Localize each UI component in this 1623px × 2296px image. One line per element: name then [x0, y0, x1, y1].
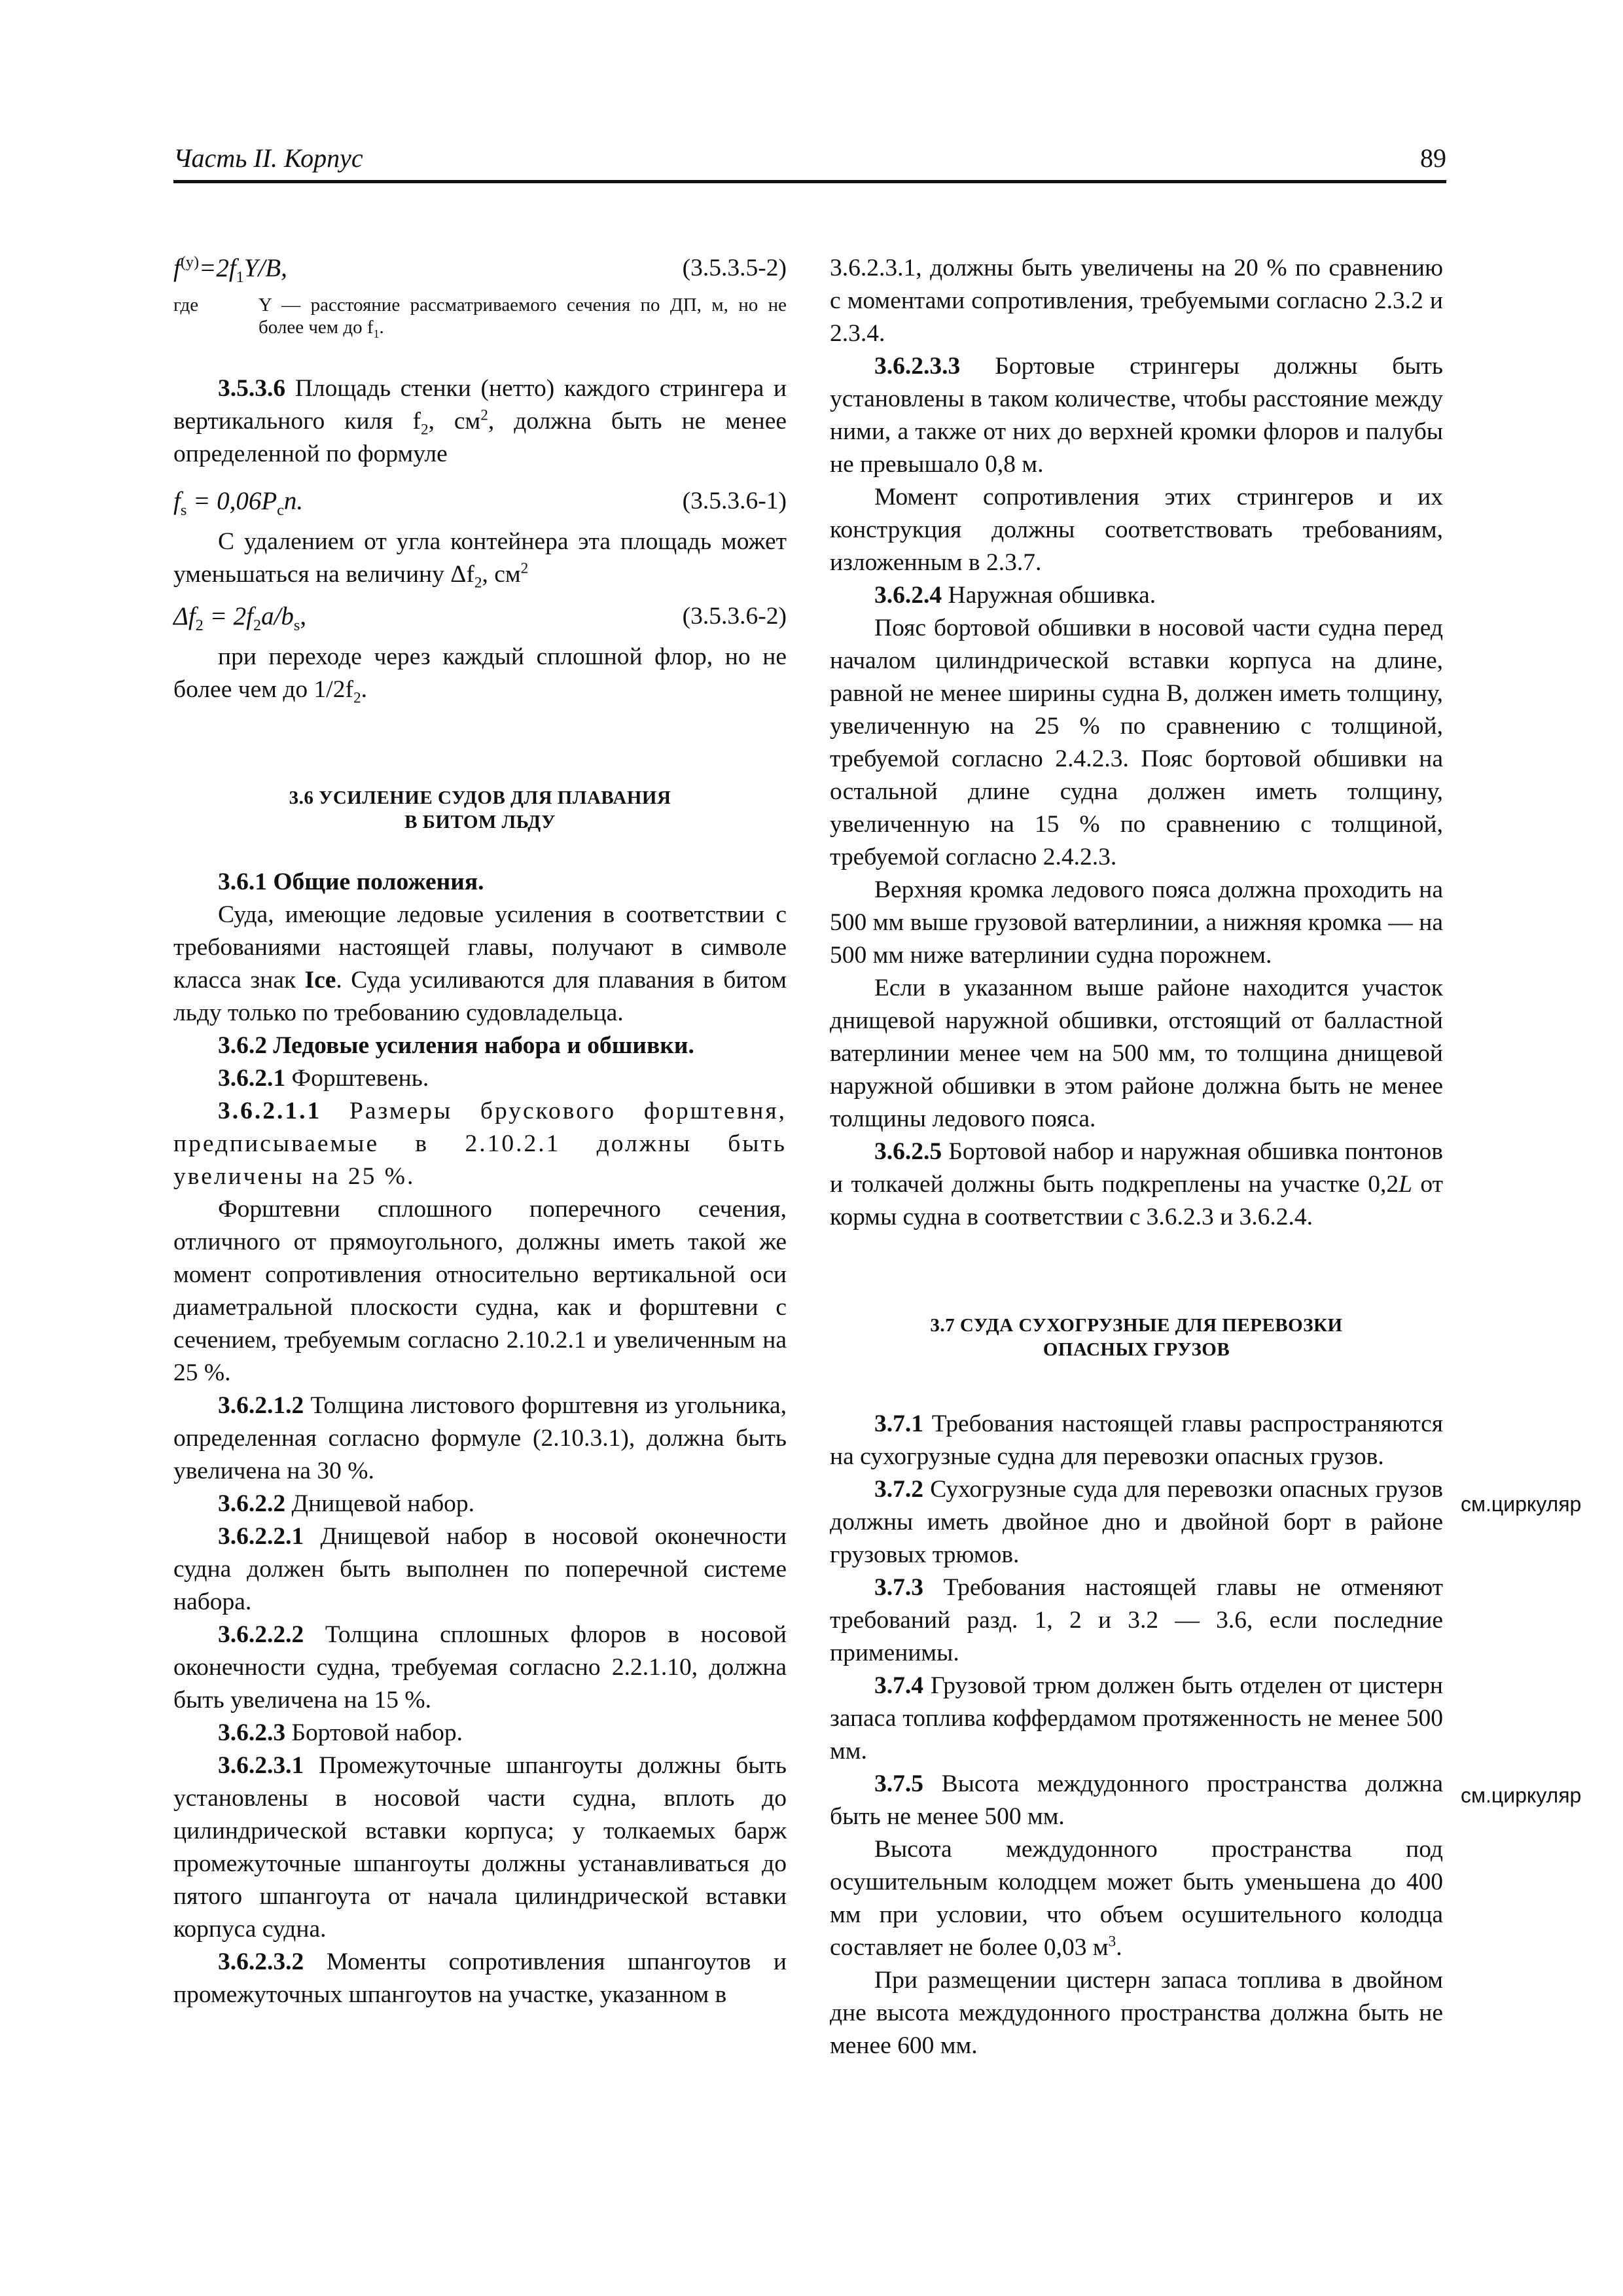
right-column [830, 252, 1443, 2062]
paragraph-bottom: Если в указанном выше районе находится участок днищевой наружной обшивки, отстоящий от балластной ватерлинии менее чем на 500 мм, то толщина днищевой наружной обшивки в этом районе должна быть не менее толщины ледового пояса. [830, 975, 1443, 1132]
margin-note-circular-1[interactable]: см.циркуляр [1461, 1492, 1582, 1516]
formula-number: (3.5.3.6-2) [682, 603, 787, 630]
section-3-6-1: 3.6.1 Общие положения. [218, 869, 484, 895]
heading-3-7: 3.7 СУДА СУХОГРУЗНЫЕ ДЛЯ ПЕРЕВОЗКИ ОПАСНЫХ ГРУЗОВ [930, 1315, 1343, 1360]
paragraph-forshteven: Форштевни сплошного поперечного сечения, отличного от прямоугольного, должны иметь такой же момент сопротивления относительно вертикальной оси диаметральной плоскости судна, как и форштевни с сечением, требуемым согласно 2.10.2.1 и увеличенным на 25 %. [173, 1196, 787, 1386]
left-column [173, 252, 787, 2011]
formula-where: где Y — расстояние рассматриваемого сечения по ДП, м, но не более чем до $f_1$. [173, 295, 787, 340]
formula-3-5-3-6-2 [173, 600, 787, 637]
section-3-6-2: 3.6.2 Ледовые усиления набора и обшивки. [218, 1032, 694, 1059]
section-3-6-2-5: 3.6.2.5 Бортовой набор и наружная обшивка понтонов и толкачей должны быть подкреплены на участке 0,2L от кормы судна в соответствии с 3.6.2.3 и 3.6.2.4. [830, 1138, 1443, 1230]
paragraph-ice-belt: Верхняя кромка ледового пояса должна проходить на 500 мм выше грузовой ватерлинии, а нижняя кромка — на 500 мм ниже ватерлинии судна порожнем. [830, 876, 1443, 969]
paragraph-reduce: С удалением от угла контейнера эта площадь может уменьшаться на величину $\Delta f_2$, $см^2$ [173, 528, 787, 592]
paragraph-continued: 3.6.2.3.1, должны быть увеличены на 20 % по сравнению с моментами сопротивления, требуемыми согласно 2.3.2 и 2.3.4. [830, 255, 1443, 347]
paragraph-after: при переходе через каждый сплошной флор, но не более чем до $1/2f_2$. [173, 643, 787, 707]
section-3-6-2-3-2: 3.6.2.3.2 Моменты сопротивления шпангоутов и промежуточных шпангоутов на участке, указанном в [173, 1948, 787, 2008]
section-3-6-2-3-3: 3.6.2.3.3 Бортовые стрингеры должны быть установлены в таком количестве, чтобы расстояние между ними, а также от них до верхней кромки флоров и палубы не превышало 0,8 м. [830, 353, 1443, 478]
section-3-7-3: 3.7.3 Требования настоящей главы не отменяют требований разд. 1, 2 и 3.2 — 3.6, если последние применимы. [830, 1574, 1443, 1666]
section-3-6-2-3: 3.6.2.3 Бортовой набор. [218, 1719, 463, 1746]
margin-note-circular-2[interactable]: см.циркуляр [1461, 1784, 1582, 1807]
formula-3-5-3-6-1 [173, 485, 787, 522]
page-header [173, 141, 1446, 183]
section-3-6-2-2: 3.6.2.2 Днищевой набор. [218, 1490, 475, 1517]
page-number: 89 [1420, 143, 1446, 173]
section-3-5-3-6: 3.5.3.6 Площадь стенки (нетто) каждого стрингера и вертикального киля $f_2$, $см^2$, должна быть не менее определенной по формуле [173, 375, 787, 467]
section-3-6-2-1: 3.6.2.1 Форштевень. [218, 1065, 429, 1092]
section-3-7-4: 3.7.4 Грузовой трюм должен быть отделен от цистерн запаса топлива коффердамом протяженность не менее 500 мм. [830, 1672, 1443, 1765]
section-3-7-2: 3.7.2 Сухогрузные суда для перевозки опасных грузов должны иметь двойное дно и двойной борт в районе грузовых трюмов. [830, 1476, 1443, 1568]
paragraph-tanks: При размещении цистерн запаса топлива в двойном дне высота междудонного пространства должна быть не менее 600 мм. [830, 1967, 1443, 2059]
formula-number: (3.5.3.6-1) [682, 488, 787, 514]
formula-3-5-3-5-2 [173, 252, 787, 289]
formula-expression: $f_s = 0,06P_cn$. [173, 487, 304, 519]
paragraph-height: Высота междудонного пространства под осушительным колодцем может быть уменьшена до 400 мм при условии, что объем осушительного колодца составляет не более 0,03 $м^3$. [830, 1836, 1443, 1961]
section-3-6-2-3-1: 3.6.2.3.1 Промежуточные шпангоуты должны быть установлены в носовой части судна, вплоть до цилиндрической вставки корпуса; у толкаемых барж промежуточные шпангоуты должны устанавливаться до пятого шпангоута от начала цилиндрической вставки корпуса судна. [173, 1752, 787, 1943]
paragraph-moment: Момент сопротивления этих стрингеров и их конструкция должны соответствовать требованиям, изложенным в 2.3.7. [830, 484, 1443, 576]
heading-3-6: 3.6 УСИЛЕНИЕ СУДОВ ДЛЯ ПЛАВАНИЯ В БИТОМ ЛЬДУ [289, 787, 671, 833]
paragraph-belt: Пояс бортовой обшивки в носовой части судна перед началом цилиндрической вставки корпуса на длине, равной не менее ширины судна B, должен иметь толщину, увеличенную на 25 % по сравнению с толщиной, требуемой согласно 2.4.2.3. Пояс бортовой обшивки на остальной длине судна должен иметь толщину, увеличенную на 15 % по сравнению с толщиной, требуемой согласно 2.4.2.3. [830, 615, 1443, 870]
formula-expression: $f^{(y)}=2f_1Y/B$, [173, 253, 287, 286]
paragraph-3-6-1: Суда, имеющие ледовые усиления в соответствии с требованиями настоящей главы, получают в символе класса знак Ice. Суда усиливаются для плавания в битом льду только по требованию судовладельца. [173, 901, 787, 1026]
formula-expression: $\Delta f_2 = 2f_2a/b_s$, [173, 602, 307, 634]
section-3-6-2-1-1: 3.6.2.1.1 Размеры брускового форштевня, предписываемые в 2.10.2.1 должны быть увеличены на 25 %. [173, 1098, 787, 1190]
section-3-7-5: 3.7.5 Высота междудонного пространства должна быть не менее 500 мм. [830, 1770, 1443, 1830]
section-3-6-2-2-2: 3.6.2.2.2 Толщина сплошных флоров в носовой оконечности судна, требуемая согласно 2.2.1.10, должна быть увеличена на 15 %. [173, 1621, 787, 1713]
section-3-6-2-1-2: 3.6.2.1.2 Толщина листового форштевня из угольника, определенная согласно формуле (2.10.3.1), должна быть увеличена на 30 %. [173, 1392, 787, 1484]
formula-number: (3.5.3.5-2) [682, 255, 787, 281]
section-3-7-1: 3.7.1 Требования настоящей главы распространяются на сухогрузные судна для перевозки опасных грузов. [830, 1410, 1443, 1470]
part-title: Часть II. Корпус [173, 143, 363, 173]
section-3-6-2-2-1: 3.6.2.2.1 Днищевой набор в носовой оконечности судна должен быть выполнен по поперечной системе набора. [173, 1523, 787, 1615]
section-3-6-2-4: 3.6.2.4 Наружная обшивка. [874, 582, 1156, 609]
